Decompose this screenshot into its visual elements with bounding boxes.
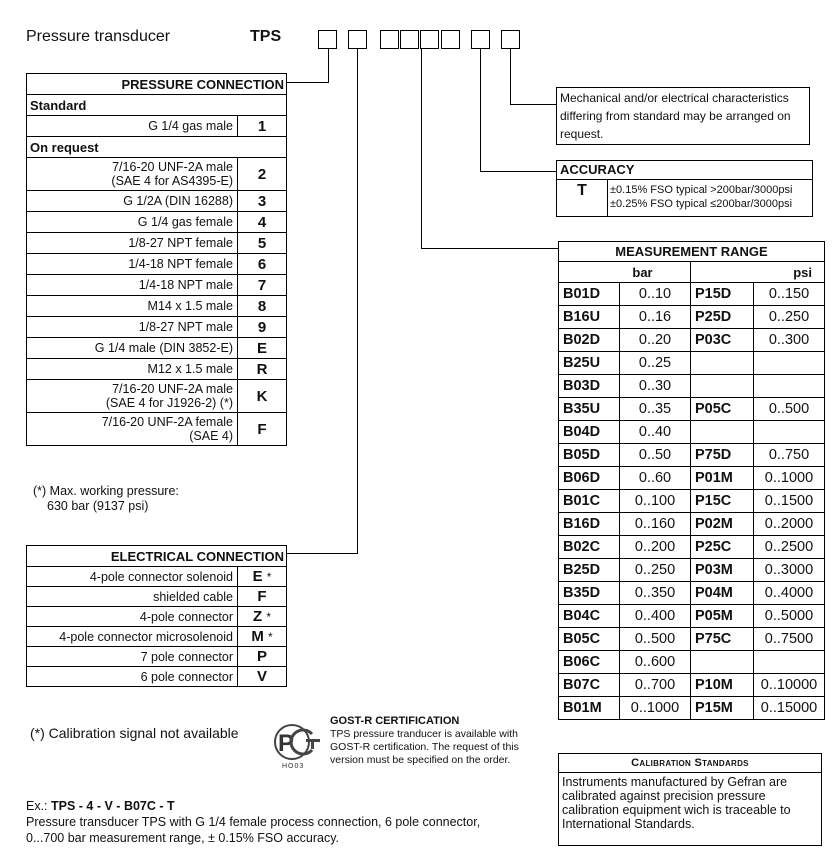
bar-code: B05D <box>559 444 620 467</box>
desc-line: M12 x 1.5 male <box>147 362 233 376</box>
desc-line: 1/8-27 NPT female <box>128 236 233 250</box>
electrical-connection-table <box>26 545 287 687</box>
bar-code: B07C <box>559 674 620 697</box>
psi-range <box>754 352 825 375</box>
connection-code <box>238 607 287 627</box>
bar-range: 0..100 <box>620 490 691 513</box>
gost-heading: GOST-R CERTIFICATION <box>330 715 460 727</box>
code-box-range-2 <box>400 30 419 49</box>
bar-range: 0..400 <box>620 605 691 628</box>
connection-code <box>238 567 287 587</box>
psi-code <box>691 421 754 444</box>
unit-bar: bar <box>559 262 691 283</box>
measurement-range-table <box>558 241 825 720</box>
desc-line: M14 x 1.5 male <box>147 299 233 313</box>
table-row <box>559 536 825 559</box>
psi-range: 0..2500 <box>754 536 825 559</box>
table-row <box>27 116 287 137</box>
table-row <box>27 567 287 587</box>
code-letter: M <box>251 628 264 645</box>
psi-range <box>754 375 825 398</box>
psi-code: P25C <box>691 536 754 559</box>
connector-line <box>421 248 558 249</box>
connection-code: F <box>238 413 287 446</box>
psi-code: P05C <box>691 398 754 421</box>
accuracy-box <box>556 160 813 217</box>
connection-desc <box>27 338 238 359</box>
psi-code <box>691 352 754 375</box>
bar-range: 0..350 <box>620 582 691 605</box>
bar-range: 0..30 <box>620 375 691 398</box>
table-row <box>27 254 287 275</box>
psi-code: P10M <box>691 674 754 697</box>
table-row <box>559 329 825 352</box>
connection-desc: shielded cable <box>27 587 238 607</box>
table-row <box>27 296 287 317</box>
table-row <box>559 490 825 513</box>
code-box-range-1 <box>380 30 399 49</box>
table-row <box>27 158 287 191</box>
connector-line <box>328 49 329 83</box>
table-row <box>559 467 825 490</box>
psi-code: P25D <box>691 306 754 329</box>
desc-line: 7/16-20 UNF-2A male <box>112 382 233 396</box>
psi-range: 0..250 <box>754 306 825 329</box>
bar-range: 0..35 <box>620 398 691 421</box>
connection-code <box>238 647 287 667</box>
asterisk-mark: * <box>266 610 271 624</box>
bar-code: B25U <box>559 352 620 375</box>
bar-code: B04C <box>559 605 620 628</box>
footnote-line: (*) Max. working pressure: <box>33 484 179 498</box>
bar-range: 0..25 <box>620 352 691 375</box>
psi-code <box>691 651 754 674</box>
table-row <box>559 421 825 444</box>
unit-psi: psi <box>691 262 825 283</box>
psi-code: P02M <box>691 513 754 536</box>
psi-code: P03M <box>691 559 754 582</box>
table-row <box>559 697 825 720</box>
bar-code: B25D <box>559 559 620 582</box>
connection-code <box>238 627 287 647</box>
bar-range: 0..160 <box>620 513 691 536</box>
gost-logo-icon <box>268 722 322 770</box>
bar-code: B04D <box>559 421 620 444</box>
calibration-footnote: (*) Calibration signal not available <box>30 725 239 741</box>
connection-desc: 4-pole connector solenoid <box>27 567 238 587</box>
code-box-range-3 <box>420 30 439 49</box>
connection-code: 2 <box>238 158 287 191</box>
asterisk-mark: * <box>266 570 272 584</box>
bar-range: 0..600 <box>620 651 691 674</box>
standard-label: Standard <box>27 95 287 116</box>
bar-code: B05C <box>559 628 620 651</box>
desc-line: G 1/2A (DIN 16288) <box>123 194 233 208</box>
psi-code: P03C <box>691 329 754 352</box>
table-row <box>27 212 287 233</box>
psi-range: 0..10000 <box>754 674 825 697</box>
bar-range: 0..700 <box>620 674 691 697</box>
bar-range: 0..200 <box>620 536 691 559</box>
mechanical-note: Mechanical and/or electrical characteristics differing from standard may be arranged on request. <box>556 87 810 145</box>
bar-code: B01C <box>559 490 620 513</box>
bar-code: B35D <box>559 582 620 605</box>
table-row <box>27 338 287 359</box>
pressure-footnote <box>33 484 179 514</box>
desc-line: 7/16-20 UNF-2A female <box>101 415 233 429</box>
desc-line: (SAE 4) <box>189 429 233 443</box>
table-row <box>27 233 287 254</box>
gost-text: TPS pressure tranducer is available with GOST-R certification. The request of this version must be specified on the order. <box>330 728 519 766</box>
desc-line: (SAE 4 for AS4395-E) <box>111 174 233 188</box>
connection-code <box>238 587 287 607</box>
pressure-connection-table <box>26 73 287 446</box>
bar-code: B16U <box>559 306 620 329</box>
connection-code: E <box>238 338 287 359</box>
code-letter: V <box>256 668 267 685</box>
psi-range: 0..750 <box>754 444 825 467</box>
connector-line <box>286 82 329 83</box>
connector-line <box>357 49 358 554</box>
table-row <box>27 317 287 338</box>
connection-code: 8 <box>238 296 287 317</box>
table-row <box>559 513 825 536</box>
bar-code: B06C <box>559 651 620 674</box>
table-row <box>559 352 825 375</box>
code-box-range-4 <box>441 30 460 49</box>
code-letter: F <box>257 588 267 605</box>
connection-code: R <box>238 359 287 380</box>
code-box-electrical-connection <box>348 30 367 49</box>
desc-line: 7/16-20 UNF-2A male <box>112 160 233 174</box>
calibration-heading: Calibration Standards <box>559 754 821 773</box>
table-row <box>27 587 287 607</box>
accuracy-line: ±0.15% FSO typical >200bar/3000psi <box>610 184 793 196</box>
electrical-connection-heading: ELECTRICAL CONNECTION <box>27 546 287 567</box>
measurement-range-heading: MEASUREMENT RANGE <box>559 242 825 262</box>
connection-code: K <box>238 380 287 413</box>
psi-code: P15C <box>691 490 754 513</box>
connection-desc <box>27 275 238 296</box>
psi-code: P05M <box>691 605 754 628</box>
connection-desc <box>27 359 238 380</box>
table-row <box>27 275 287 296</box>
example-line: 0...700 bar measurement range, ± 0.15% FSO accuracy. <box>26 831 340 845</box>
psi-range: 0..300 <box>754 329 825 352</box>
bar-range: 0..50 <box>620 444 691 467</box>
psi-code: P15M <box>691 697 754 720</box>
psi-range: 0..500 <box>754 398 825 421</box>
connection-desc <box>27 191 238 212</box>
connection-code: 9 <box>238 317 287 338</box>
model-code: TPS <box>250 28 282 45</box>
connection-desc <box>27 317 238 338</box>
table-row <box>27 191 287 212</box>
table-row <box>559 444 825 467</box>
order-example <box>26 798 546 846</box>
psi-range: 0..2000 <box>754 513 825 536</box>
psi-range: 0..15000 <box>754 697 825 720</box>
connection-desc <box>27 233 238 254</box>
svg-text:HO03: HO03 <box>282 763 305 770</box>
desc-line: (SAE 4 for J1926-2) (*) <box>105 396 233 410</box>
table-row <box>559 398 825 421</box>
code-letter: E <box>252 568 263 585</box>
example-prefix: Ex.: <box>26 799 52 813</box>
table-row <box>559 651 825 674</box>
desc-line: 1/4-18 NPT male <box>138 278 233 292</box>
connection-desc: 6 pole connector <box>27 667 238 687</box>
connection-code <box>238 667 287 687</box>
connector-line <box>510 104 556 105</box>
svg-text:P: P <box>278 730 295 757</box>
table-row <box>559 283 825 306</box>
code-box-accuracy <box>471 30 490 49</box>
connector-line <box>480 49 481 171</box>
connection-desc <box>27 380 238 413</box>
psi-code: P75C <box>691 628 754 651</box>
bar-range: 0..10 <box>620 283 691 306</box>
connection-code: 6 <box>238 254 287 275</box>
connection-desc <box>27 158 238 191</box>
psi-range <box>754 651 825 674</box>
bar-code: B02D <box>559 329 620 352</box>
footnote-line: 630 bar (9137 psi) <box>47 499 149 513</box>
table-row <box>559 559 825 582</box>
pressure-connection-heading: PRESSURE CONNECTION <box>27 74 287 95</box>
connection-desc <box>27 212 238 233</box>
bar-range: 0..16 <box>620 306 691 329</box>
connection-desc <box>27 296 238 317</box>
psi-code <box>691 375 754 398</box>
bar-code: B35U <box>559 398 620 421</box>
psi-range: 0..7500 <box>754 628 825 651</box>
example-line: Pressure transducer TPS with G 1/4 female process connection, 6 pole connector, <box>26 815 481 829</box>
table-row <box>27 667 287 687</box>
code-letter: Z <box>252 608 263 625</box>
connection-desc: 7 pole connector <box>27 647 238 667</box>
code-letter: P <box>256 648 267 665</box>
table-row <box>27 413 287 446</box>
psi-range: 0..5000 <box>754 605 825 628</box>
connector-line <box>480 171 556 172</box>
bar-code: B06D <box>559 467 620 490</box>
bar-code: B03D <box>559 375 620 398</box>
connection-desc: 4-pole connector <box>27 607 238 627</box>
bar-code: B02C <box>559 536 620 559</box>
desc-line: G 1/4 gas female <box>137 215 233 229</box>
code-box-pressure-connection <box>318 30 337 49</box>
table-row <box>559 628 825 651</box>
gost-certification <box>330 715 540 767</box>
table-row <box>27 627 287 647</box>
bar-code: B01M <box>559 697 620 720</box>
table-row <box>27 359 287 380</box>
on-request-label: On request <box>27 137 287 158</box>
bar-code: B16D <box>559 513 620 536</box>
calibration-text: Instruments manufactured by Gefran are calibrated against precision pressure calibration equipment wich is traceable to International Standards. <box>562 775 791 831</box>
connector-line <box>286 553 358 554</box>
bar-range: 0..250 <box>620 559 691 582</box>
page-title: Pressure transducer <box>26 28 171 45</box>
psi-code: P01M <box>691 467 754 490</box>
table-row <box>559 674 825 697</box>
connector-line <box>510 49 511 104</box>
connection-code: 1 <box>238 116 287 137</box>
connection-code: 7 <box>238 275 287 296</box>
bar-range: 0..60 <box>620 467 691 490</box>
connection-desc: G 1/4 gas male <box>27 116 238 137</box>
table-row <box>559 605 825 628</box>
psi-code: P15D <box>691 283 754 306</box>
bar-range: 0..1000 <box>620 697 691 720</box>
calibration-standards-box <box>558 753 822 846</box>
psi-range: 0..1000 <box>754 467 825 490</box>
connection-desc: 4-pole connector microsolenoid <box>27 627 238 647</box>
connection-desc <box>27 413 238 446</box>
connection-code: 5 <box>238 233 287 254</box>
connector-line <box>421 49 422 249</box>
connection-code: 3 <box>238 191 287 212</box>
psi-range: 0..3000 <box>754 559 825 582</box>
code-box-special <box>501 30 520 49</box>
connection-desc <box>27 254 238 275</box>
accuracy-heading: ACCURACY <box>557 161 812 180</box>
table-row <box>27 380 287 413</box>
psi-range: 0..4000 <box>754 582 825 605</box>
asterisk-mark: * <box>268 630 273 644</box>
connection-code: 4 <box>238 212 287 233</box>
desc-line: G 1/4 male (DIN 3852-E) <box>94 341 233 355</box>
bar-code: B01D <box>559 283 620 306</box>
psi-range <box>754 421 825 444</box>
table-row <box>27 607 287 627</box>
accuracy-code: T <box>557 180 608 216</box>
bar-range: 0..20 <box>620 329 691 352</box>
table-row <box>559 306 825 329</box>
table-row <box>559 375 825 398</box>
bar-range: 0..40 <box>620 421 691 444</box>
table-row <box>559 582 825 605</box>
desc-line: 1/4-18 NPT female <box>128 257 233 271</box>
table-row <box>27 647 287 667</box>
bar-range: 0..500 <box>620 628 691 651</box>
psi-code: P04M <box>691 582 754 605</box>
psi-range: 0..1500 <box>754 490 825 513</box>
desc-line: 1/8-27 NPT male <box>138 320 233 334</box>
psi-range: 0..150 <box>754 283 825 306</box>
accuracy-line: ±0.25% FSO typical ≤200bar/3000psi <box>610 198 793 210</box>
psi-code: P75D <box>691 444 754 467</box>
example-code: TPS - 4 - V - B07C - T <box>51 799 175 813</box>
